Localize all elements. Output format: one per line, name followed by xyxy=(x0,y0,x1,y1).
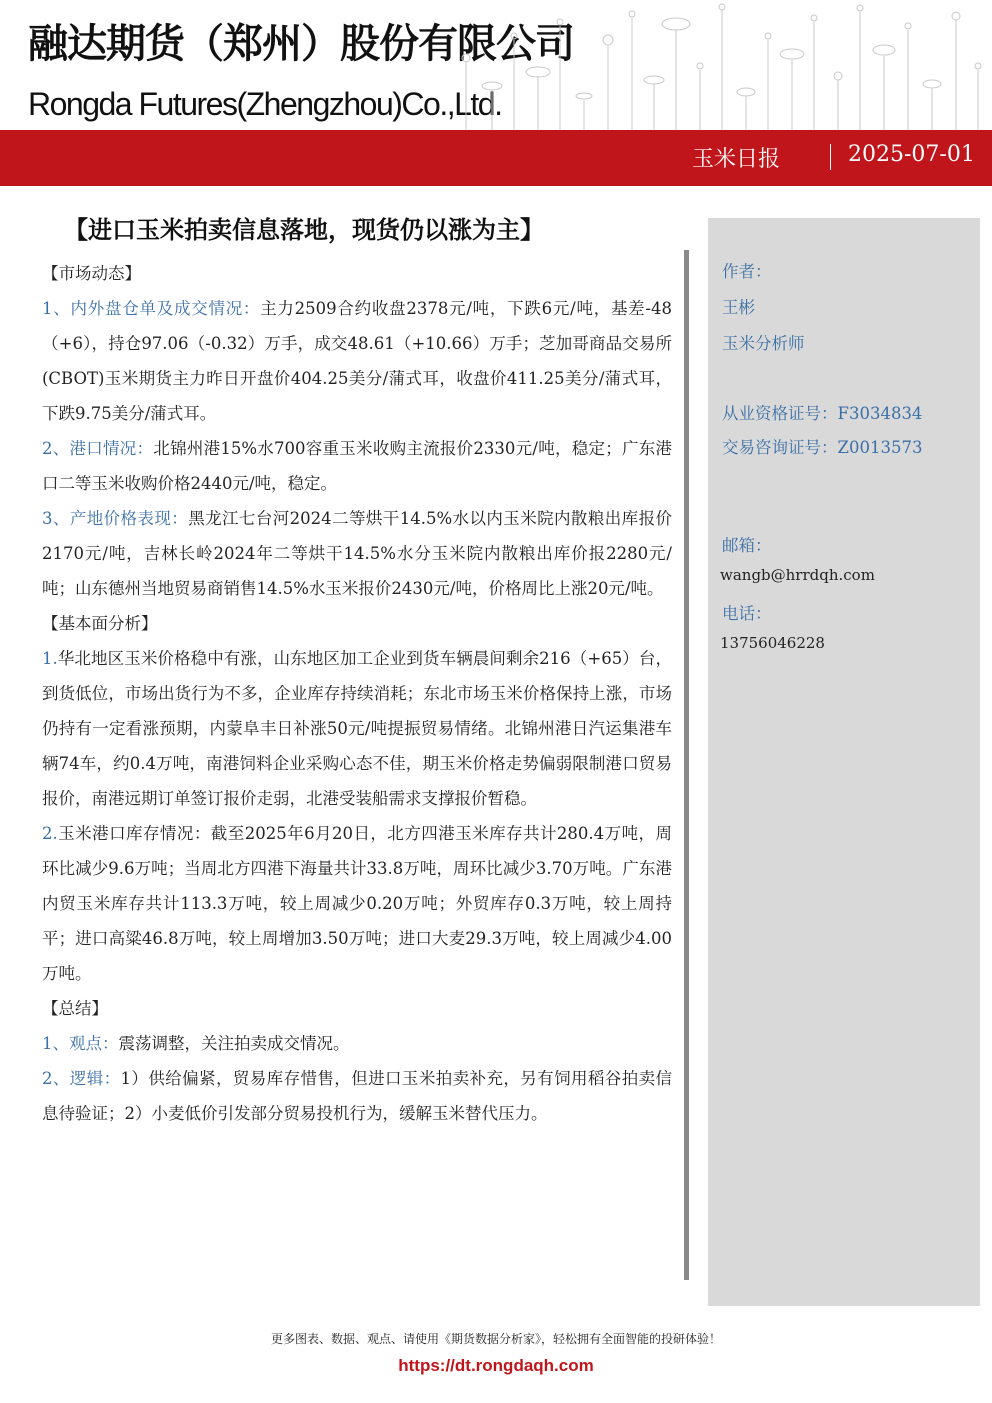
footer-promo: 更多图表、数据、观点、请使用《期货数据分析家》，轻松拥有全面智能的投研体验！ xyxy=(270,1332,721,1346)
fundamental-item-1 xyxy=(42,641,672,816)
author-title: 玉米分析师 xyxy=(722,334,805,353)
report-header-bar xyxy=(0,130,992,186)
report-date: 2025-07-01 xyxy=(848,142,975,167)
item-lead: 1. xyxy=(42,649,58,668)
summary-item-1 xyxy=(42,1026,672,1061)
market-item-1 xyxy=(42,291,672,431)
phone-label: 电话： xyxy=(722,604,772,623)
item-text: 北锦州港15%水700容重玉米收购主流报价2330元/吨，稳定；广东港口二等玉米收购价格2440元/吨，稳定。 xyxy=(42,439,673,493)
report-body xyxy=(42,256,672,1131)
fundamental-item-2 xyxy=(42,816,672,991)
item-text: 主力2509合约收盘2378元/吨，下跌6元/吨，基差-48（+6），持仓97.06（-0.32）万手，成交48.61（+10.66）万手；芝加哥商品交易所(CBOT)玉米期货主力昨日开盘价404.25美分/蒲式耳，收盘价411.25美分/蒲式耳，下跌9.75美分/蒲式耳。 xyxy=(42,299,673,423)
qualification-cert: 从业资格证号：F3034834 xyxy=(722,404,923,423)
company-name-cn: 融达期货（郑州）股份有限公司 xyxy=(28,21,574,67)
footer-link[interactable]: https://dt.rongdaqh.com xyxy=(398,1356,594,1375)
phone-number: 13756046228 xyxy=(720,634,825,652)
email-label: 邮箱： xyxy=(722,536,772,555)
item-lead: 3、产地价格表现： xyxy=(42,509,189,528)
section-heading-fundamental: 【基本面分析】 xyxy=(42,614,158,633)
company-name-en: Rongda Futures(Zhengzhou)Co.,Ltd. xyxy=(28,86,502,122)
item-lead: 2. xyxy=(42,824,58,843)
report-title: 玉米日报 xyxy=(692,147,781,172)
item-lead: 2、逻辑： xyxy=(42,1069,121,1088)
section-heading-summary: 【总结】 xyxy=(42,999,108,1018)
section-heading-market: 【市场动态】 xyxy=(42,264,141,283)
market-item-3 xyxy=(42,501,672,606)
advisory-cert: 交易咨询证号：Z0013573 xyxy=(722,438,923,457)
item-text: 黑龙江七台河2024二等烘干14.5%水以内玉米院内散粮出库报价2170元/吨，吉林长岭2024年二等烘干14.5%水分玉米院内散粮出库价报2280元/吨；山东德州当地贸易商销售14.5%水玉米报价2430元/吨，价格周比上涨20元/吨。 xyxy=(42,509,672,598)
item-text: 华北地区玉米价格稳中有涨，山东地区加工企业到货车辆晨间剩余216（+65）台，到货低位，市场出货行为不多，企业库存持续消耗；东北市场玉米价格保持上涨，市场仍持有一定看涨预期，内蒙阜丰日补涨50元/吨提振贸易情绪。北锦州港日汽运集港车辆74车，约0.4万吨，南港饲料企业采购心态不佳，期玉米价格走势偏弱限制港口贸易报价，南港远期订单签订报价走弱，北港受装船需求支撑报价暂稳。 xyxy=(42,649,672,808)
author-name: 王彬 xyxy=(722,298,755,317)
report-headline: 【进口玉米拍卖信息落地，现货仍以涨为主】 xyxy=(64,216,544,244)
item-text: 1）供给偏紧，贸易库存惜售，但进口玉米拍卖补充，另有饲用稻谷拍卖信息待验证；2）小麦低价引发部分贸易投机行为，缓解玉米替代压力。 xyxy=(42,1069,673,1123)
item-lead: 1、内外盘仓单及成交情况： xyxy=(42,299,261,318)
email-address[interactable]: wangb@hrrdqh.com xyxy=(720,566,875,584)
author-label: 作者： xyxy=(722,262,772,281)
item-text: 玉米港口库存情况：截至2025年6月20日，北方四港玉米库存共计280.4万吨，周环比减少9.6万吨；当周北方四港下海量共计33.8万吨，周环比减少3.70万吨。广东港内贸玉米库存共计113.3万吨，较上周减少0.20万吨；外贸库存0.3万吨，较上周持平；进口高粱46.8万吨，较上周增加3.50万吨；进口大麦29.3万吨，较上周减少4.00万吨。 xyxy=(42,824,672,983)
market-item-2 xyxy=(42,431,672,501)
item-text: 震荡调整，关注拍卖成交情况。 xyxy=(118,1034,350,1053)
header-decoration xyxy=(456,0,992,130)
header-divider xyxy=(830,144,831,170)
summary-item-2 xyxy=(42,1061,672,1131)
item-lead: 1、观点： xyxy=(42,1034,119,1053)
item-lead: 2、港口情况： xyxy=(42,439,154,458)
scrollbar[interactable] xyxy=(684,250,689,1280)
author-sidebar xyxy=(708,218,980,1306)
